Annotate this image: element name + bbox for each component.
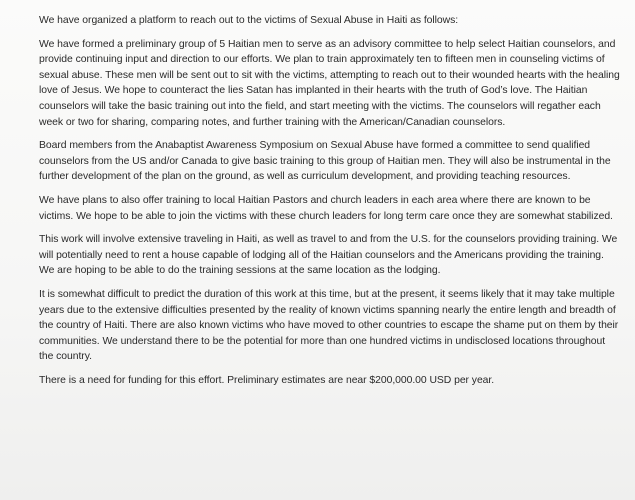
paragraph-pastors-training: We have plans to also offer training to local Haitian Pastors and church leaders in each area where there are known to be victims. We hope to be able to join the victims with these church leaders for long term care once they are somewhat stabilized. [39,194,613,222]
paragraph-advisory-committee: We have formed a preliminary group of 5 Haitian men to serve as an advisory committee to help select Haitian counselors, and provide continuing input and direction to our efforts. We plan to train approximately ten to fifteen men in counseling victims of sexual abuse. These men will be sent out to sit with the victims, attempting to reach out to their wounded hearts with the healing love of Jesus. We hope to counteract the lies Satan has implanted in their hearts with the truth of God’s love. The Haitian counselors will take the basic training out into the field, and start meeting with the victims. The counselors will regather each week or two for sharing, comparing notes, and further training with the American/Canadian counselors. [39,38,620,128]
paragraph-duration: It is somewhat difficult to predict the duration of this work at this time, but at the present, it seems likely that it may take multiple years due to the extensive difficulties presented by the reality of known victims spanning nearly the entire length and breadth of the country of Haiti. There are also known victims who have moved to other countries to escape the shame put on them by their communities. We understand there to be the potential for more than one hundred victims in undisclosed locations throughout the country. [39,288,619,363]
document-body [39,13,621,388]
paragraph-funding: There is a need for funding for this effort. Preliminary estimates are near $200,000.00 USD per year. [39,374,495,386]
paragraph-intro: We have organized a platform to reach out to the victims of Sexual Abuse in Haiti as follows: [39,15,459,26]
paragraph-travel: This work will involve extensive traveling in Haiti, as well as travel to and from the U.S. for the counselors providing training. We will potentially need to rent a house capable of lodging all of the Haitian counselors and the Americans providing the training. We are hoping to be able to do the training sessions at the same location as the lodging. [39,234,618,277]
paragraph-board-members: Board members from the Anabaptist Awareness Symposium on Sexual Abuse have formed a committee to send qualified counselors from the US and/or Canada to give basic training to this group of Haitian men. They will also be instrumental in the further development of the plan on the ground, as well as curriculum development, and providing teaching resources. [39,140,611,183]
